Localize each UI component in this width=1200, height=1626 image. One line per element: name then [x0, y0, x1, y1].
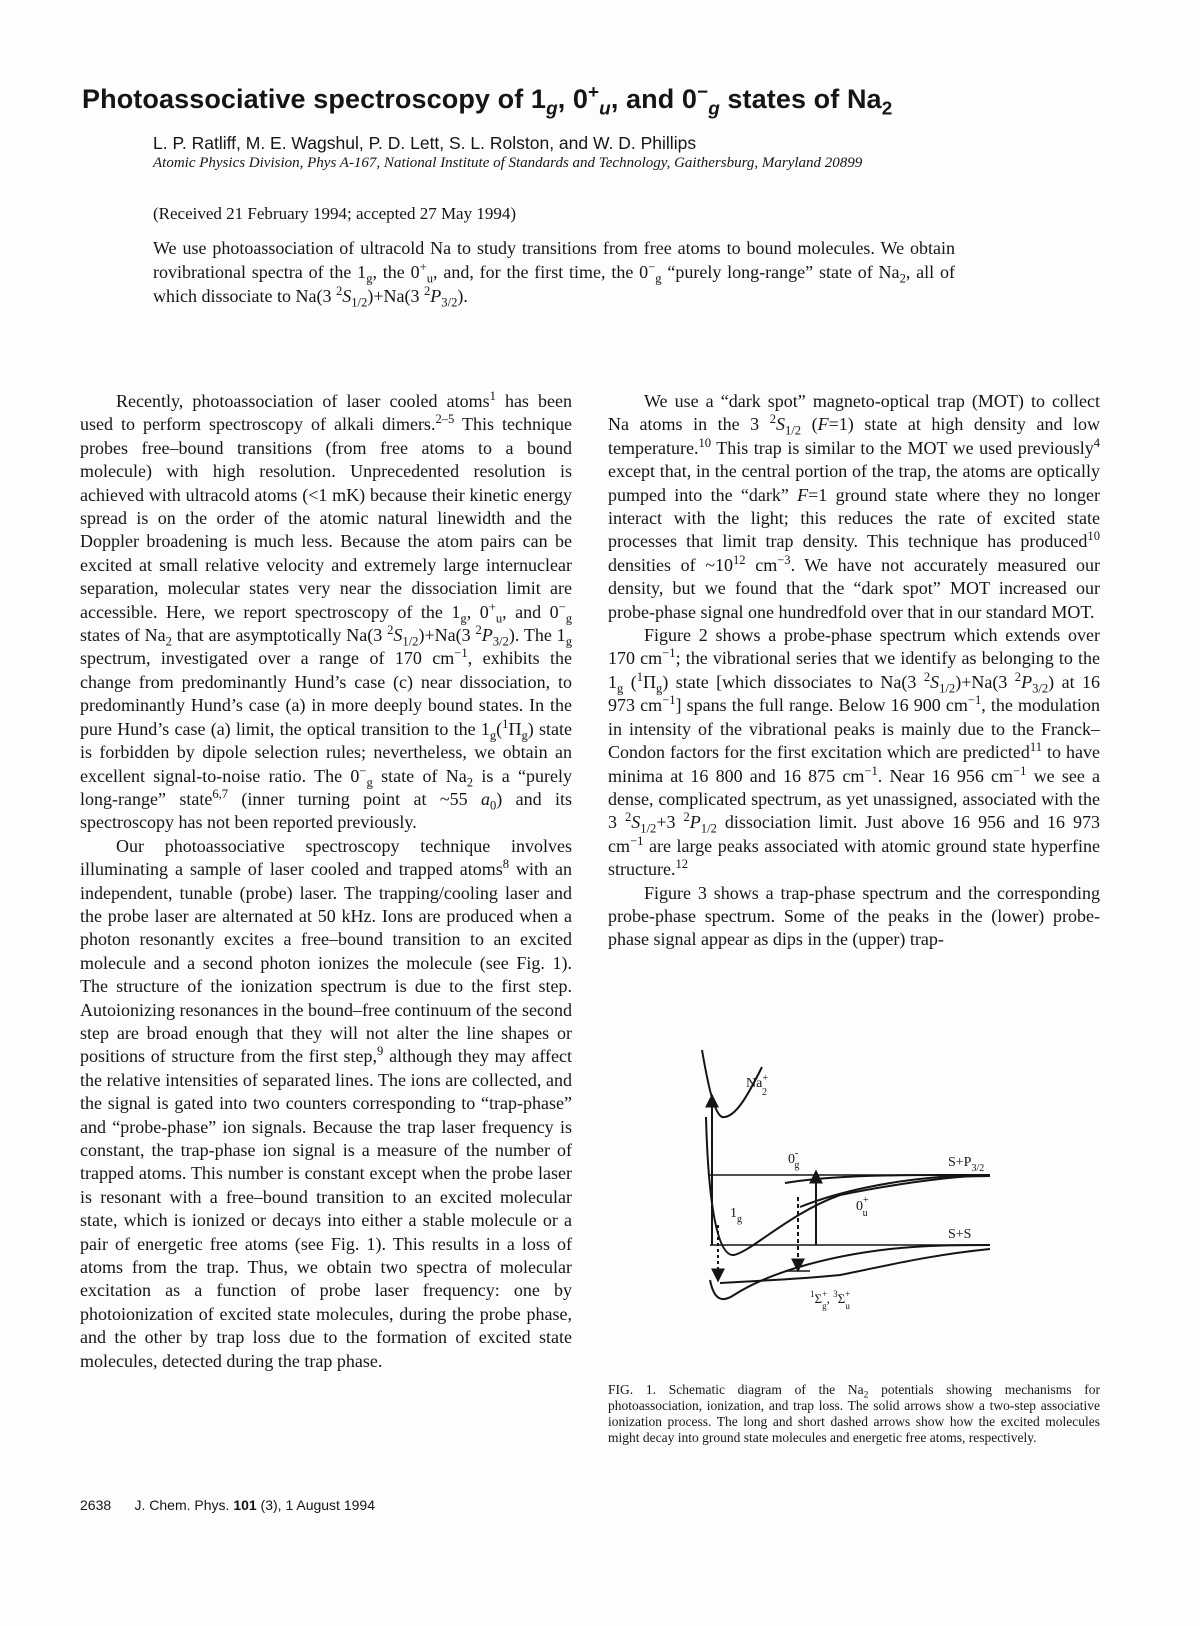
- 0u-plus-curve: [800, 1176, 990, 1207]
- technique-paragraph: Our photoassociative spectroscopy technique involves illuminating a sample of laser cooled and trapped atoms$^8$ with an independent, tunable (probe) laser. The trapping/cooling laser and the probe laser are alternated at 50 kHz. Ions are produced when a photon resonantly excites a free–bound transition to an excited molecule and a second photon ionizes the molecule (see Fig. 1). The structure of the ionization spectrum is due to the first step. Autoionizing resonances in the bound–free continuum of the second step are broad enough that they will not alter the line shapes or positions of structure from the first step,$^9$ although they may affect the relative intensities of separated lines. The ions are collected, and the signal is gated into two counters corresponding to “trap-phase” and “probe-phase” ion signals. Because the trap laser frequency is constant, the trap-phase ion signal is a measure of the number of trapped atoms. This number is constant except when the probe laser is resonant with a free–bound transition to an excited molecular state, which is ionized or decays into either a stable molecule or a pair of energetic free atoms (see Fig. 1). This results in a loss of atoms from the trap. Thus, we obtain two spectra of molecular excitation as a function of probe laser frequency: one by photoionization of excited state molecules, during the probe phase, and the other by trap loss due to the formation of excited state molecules, detected during the trap phase.: [80, 835, 573, 1371]
- left-column: [80, 390, 572, 1373]
- label-s-s: S+S: [948, 1227, 972, 1242]
- figure-1-caption: FIG. 1. Schematic diagram of the $Na_2$ potentials showing mechanisms for photoassociation, ionization, and trap loss. The solid arrows show a two-step associative ionization process. The long and short dashed arrows show how the excited molecules might decay into ground state molecules and energetic free atoms, respectively.: [608, 1382, 1100, 1445]
- abstract: We use photoassociation of ultracold Na to study transitions from free atoms to bound molecules. We obtain rovibrational spectra of the $1_g$, the $0^+_u$, and, for the first time, the $0^-_g$ “purely long-range” state of $Na_2$, all of which dissociate to Na(3 $^2S_{1/2})+Na(3$ $^2P_{3/2}$).: [153, 238, 955, 310]
- figure2-paragraph: Figure 2 shows a probe-phase spectrum which extends over 170 $cm^{-1}$; the vibrational series that we identify as belonging to the $1_g$ $(^1\Pi_g)$ state [which dissociates to Na(3 $^2S_{1/2})+Na(3$ $^2P_{3/2}$) at 16 973 $cm^{-1}$] spans the full range. Below 16 900 $cm^{-1}$, the modulation in intensity of the vibrational peaks is mainly due to the Franck–Condon factors for the first excitation which are predicted$^{11}$ to have minima at 16 800 and 16 875 $cm^{-1}$. Near 16 956 $cm^{-1}$ we see a dense, complicated spectrum, as yet unassigned, associated with the 3 $^2S_{1/2}+3$ $^2P_{1/2}$ dissociation limit. Just above 16 956 and 16 973 $cm^{-1}$ are large peaks associated with atomic ground state hyperfine structure.$^{12}$: [608, 625, 1101, 880]
- page-footer: [80, 1497, 375, 1513]
- figure3-paragraph: Figure 3 shows a trap-phase spectrum and the corresponding probe-phase spectrum. Some of the peaks in the (lower) probe-phase signal appear as dips in the (upper) trap-: [608, 882, 1100, 950]
- label-0g-minus: 0-g: [788, 1148, 800, 1171]
- mot-paragraph: We use a “dark spot” magneto-optical trap (MOT) to collect Na atoms in the 3 $^2S_{1/2}$ (F=1) state at high density and low temperature.$^{10}$ This trap is similar to the MOT we used previously$^4$ except that, in the central portion of the trap, the atoms are optically pumped into the “dark” F=1 ground state where they no longer interact with the light; this reduces the rate of excited state processes that limit trap density. This technique has produced$^{10}$ densities of $\sim 10^{12}$ $cm^{-3}$. We have not accurately measured our density, but we found that the “dark spot” MOT increased our probe-phase signal one hundredfold over that in our standard MOT.: [608, 391, 1101, 622]
- paper-title: Photoassociative spectroscopy of $1_g$, $0^+_u$, and $0^-_g$ states of $Na_2$: [82, 82, 893, 120]
- journal-name: J. Chem. Phys.: [134, 1497, 234, 1513]
- received-date: (Received 21 February 1994; accepted 27 May 1994): [153, 204, 517, 223]
- label-s-p32: $S+P_{3/2}$: [948, 1155, 985, 1174]
- label-sigma-states: $^1$Σ+ g, $^3$Σ+ u: [810, 1289, 851, 1311]
- intro-paragraph: Recently, photoassociation of laser cooled atoms$^1$ has been used to perform spectroscopy of alkali dimers.$^{2-5}$ This technique probes free–bound transitions (from free atoms to a bound molecule) with high resolution. Unprecedented resolution is achieved with ultracold atoms (<1 mK) because their kinetic energy spread is on the order of the atomic natural linewidth and the Doppler broadening is much less. Because the atom pairs can be excited at small relative velocity and extremely large internuclear separation, molecular states very near the dissociation limit are accessible. Here, we report spectroscopy of the $1_g$, $0^+_u$, and $0^-_g$ states of $Na_2$ that are asymptotically Na(3 $^2S_{1/2})+Na(3$ $^2P_{3/2}$). The $1_g$ spectrum, investigated over a range of 170 $cm^{-1}$, exhibits the change from predominantly Hund’s case (c) near dissociation, to predominantly Hund’s case (a) in more deeply bound states. In the pure Hund’s case (a) limit, the optical transition to the $1_g(^1\Pi_g)$ state is forbidden by dipole selection rules; nevertheless, we obtain an excellent signal-to-noise ratio. The $0^-_g$ state of $Na_2$ is a “purely long-range” state$^{6,7}$ (inner turning point at ~55 $a_0$) and its spectroscopy has not been reported previously.: [80, 389, 573, 833]
- page-number: 2638: [80, 1497, 112, 1513]
- author-list: L. P. Ratliff, M. E. Wagshul, P. D. Lett, S. L. Rolston, and W. D. Phillips: [153, 133, 697, 153]
- label-0u-plus: 0+ u: [856, 1195, 869, 1219]
- potential-curves-svg: [690, 1045, 1030, 1320]
- figure-1-potential-diagram: [690, 1045, 1030, 1320]
- right-column: [608, 390, 1100, 952]
- label-1g: $1_g$: [730, 1206, 742, 1225]
- affiliation: Atomic Physics Division, Phys A-167, National Institute of Standards and Technology, Gaithersburg, Maryland 20899: [153, 155, 863, 171]
- journal-volume: 101: [233, 1497, 257, 1513]
- journal-issue: (3), 1 August 1994: [256, 1497, 375, 1513]
- label-na2-ion: Na+ 2: [746, 1073, 768, 1098]
